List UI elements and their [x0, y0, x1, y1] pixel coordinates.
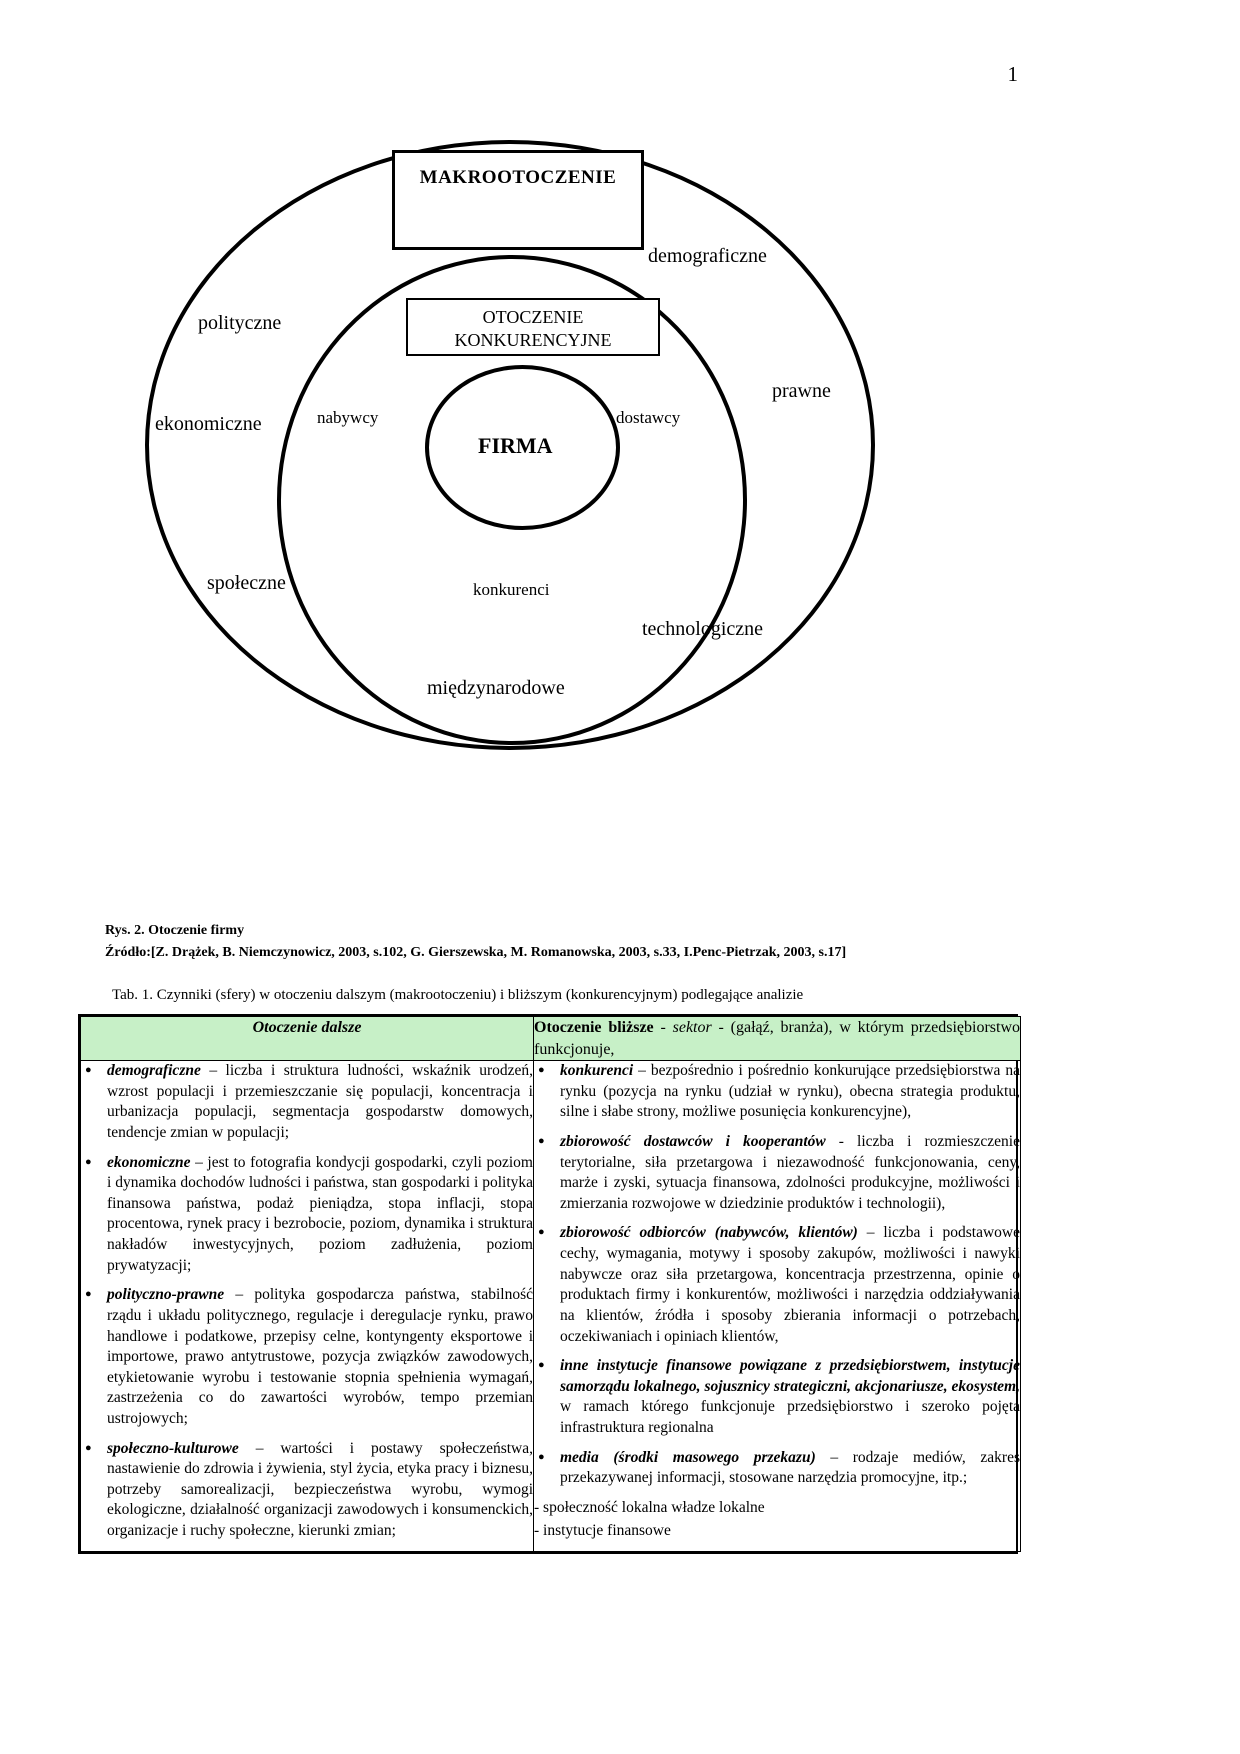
list-item [560, 1132, 1020, 1214]
competitive-environment-box-label [455, 306, 612, 351]
extra-line-instytucje: - instytucje finansowe [534, 1521, 671, 1539]
desc-instytucje: w ramach którego funkcjonuje przedsiębiorstwo i szeroko pojęta infrastruktura regionalna [560, 1398, 1020, 1436]
term-spoleczno-kulturowe: społeczno-kulturowe [107, 1439, 239, 1457]
term-demograficzne: demograficzne [107, 1062, 201, 1080]
table-header-right-italic: sektor [672, 1019, 712, 1036]
macro-environment-box [392, 150, 644, 250]
near-environment-list [534, 1061, 1020, 1489]
figure-caption: Rys. 2. Otoczenie firmy [105, 923, 245, 938]
term-polityczno-prawne: polityczno-prawne [107, 1286, 225, 1304]
desc-konkurenci: – bezpośrednio i pośrednio konkurujące przedsiębiorstwa na rynku (pozycja na rynku (udział w rynku), obecna strategia produktu, silne i słabe strony, możliwe posunięcia konkurencyjne), [560, 1062, 1020, 1121]
label-nabywcy: nabywcy [317, 408, 379, 427]
list-item [560, 1448, 1020, 1489]
competitive-box-line1: OTOCZENIE [482, 307, 584, 327]
table-header-right-dash: - [653, 1019, 673, 1036]
term-instytucje: inne instytucje finansowe powiązane z przedsiębiorstwem, instytucje samorządu lokalnego, sojusznicy strategiczni, akcjonariusze, ekosystem, [560, 1357, 1020, 1395]
label-konkurenci: konkurenci [473, 580, 550, 599]
list-item [107, 1439, 533, 1542]
label-technologiczne: technologiczne [642, 618, 764, 640]
label-polityczne: polityczne [198, 312, 282, 334]
figure-source: Źródło:[Z. Drążek, B. Niemczynowicz, 2003, s.102, G. Gierszewska, M. Romanowska, 2003, s.33, I.Penc-Pietrzak, 2003, s.17] [105, 944, 847, 960]
desc-polityczno-prawne: – polityka gospodarcza państwa, stabilność rządu i układu politycznego, regulacje i deregulacje rynku, prawo handlowe i podatkowe, przepisy celne, kontyngenty eksportowe i importowe, prawo antytrustowe, pozycja związków zawodowych, etykietowanie wyrobu i testowanie stopnia spełnienia wymagań, zastrzeżenia co do zawartości wyrobów, tempo przemian ustrojowych; [107, 1286, 533, 1427]
competitive-box-line2: KONKURENCYJNE [454, 329, 612, 350]
list-item [560, 1223, 1020, 1347]
desc-demograficzne: – liczba i struktura ludności, wskaźnik urodzeń, wzrost populacji i przemieszczanie się populacji, koncentracja i urbanizacja populacji, segmentacja gospodarstw domowych, tendencje zmian w populacji; [107, 1062, 533, 1142]
term-konkurenci: konkurenci [560, 1062, 634, 1080]
table-body-row [81, 1061, 1021, 1551]
table-header-right-rest: - (gałąź, branża), w którym przedsiębiorstwo funkcjonuje, [534, 1019, 1021, 1058]
extra-line-spolecznosc: - społeczność lokalna władze lokalne [534, 1498, 765, 1516]
label-miedzynarodowe: międzynarodowe [427, 677, 565, 699]
list-item [107, 1285, 533, 1429]
term-ekonomiczne: ekonomiczne [107, 1153, 191, 1171]
table-caption: Tab. 1. Czynniki (sfery) w otoczeniu dalszym (makrootoczeniu) i bliższym (konkurencyjnym) podlegające analizie [112, 987, 804, 1003]
far-environment-list [81, 1061, 533, 1541]
competitive-environment-box [406, 298, 660, 356]
desc-odbiorcy: – liczba i podstawowe cechy, wymagania, motywy i sposoby zakupów, możliwości i nawyki nabywcze oraz siła przetargowa, koncentracja przestrzenna, opinie o produktach firmy i konkurentów, możliwości i narzędzia oddziaływania na klientów, źródła i sposoby zbierania informacji o potrzebach, oczekiwaniach i opiniach klientów, [560, 1224, 1020, 1345]
label-ekonomiczne: ekonomiczne [155, 413, 262, 435]
term-odbiorcy: zbiorowość odbiorców (nabywców, klientów) [560, 1224, 858, 1242]
table-cell-near-environment [534, 1061, 1021, 1551]
table-cell-far-environment [81, 1061, 534, 1551]
desc-spoleczno-kulturowe: – wartości i postawy społeczeństwa, nastawienie do zdrowia i żywienia, styl życia, etyka pracy i biznesu, potrzeby samorealizacji, bezpieczeństwa wyrobu, wymogi ekologiczne, działalność organizacji zawodowych i konsumenckich, organizacje i ruchy społeczne, kierunki zmian; [107, 1439, 533, 1539]
table-header-right [534, 1017, 1021, 1061]
desc-ekonomiczne: – jest to fotografia kondycji gospodarki, czyli poziom i dynamika dochodów ludności i państwa, stan gospodarki i polityka finansowa państwa, podaż pieniądza, stopa inflacji, stopa procentowa, rynek pracy i bezrobocie, poziom, dynamika i struktura nakładów inwestycyjnych, poziom zadłużenia, poziom prywatyzacji; [107, 1153, 533, 1274]
label-demograficzne: demograficzne [648, 245, 767, 267]
list-item [560, 1061, 1020, 1123]
desc-dostawcy: - liczba i rozmieszczenie terytorialne, siła przetargowa i niezawodność funkcjonowania, ceny, marże i zyski, sytuacja finansowa, zdolności produkcyjne, możliwości i zmierzania rozwojowe w dziedzinie produktów i technologii), [560, 1133, 1020, 1212]
term-dostawcy: zbiorowość dostawców i kooperantów [560, 1133, 826, 1151]
list-item [107, 1061, 533, 1143]
macro-environment-box-label: MAKROOTOCZENIE [419, 167, 617, 188]
table-header-right-bold: Otoczenie bliższe [534, 1019, 654, 1036]
firm-environment-diagram [0, 120, 1240, 780]
figure-caption-block [105, 920, 1105, 963]
list-item [560, 1356, 1020, 1438]
label-spoleczne: społeczne [207, 572, 286, 594]
factors-table [78, 1014, 1021, 1554]
desc-media: – rodzaje mediów, zakres przekazywanej informacji, stosowane narzędzia promocyjne, itp.; [560, 1448, 1020, 1487]
label-dostawcy: dostawcy [616, 408, 681, 427]
label-prawne: prawne [772, 380, 831, 402]
list-item [107, 1153, 533, 1277]
table-header-row [81, 1017, 1021, 1061]
page-number: 1 [1007, 62, 1018, 86]
term-media: media (środki masowego przekazu) [560, 1448, 816, 1466]
firm-label: FIRMA [478, 433, 553, 458]
table-header-left: Otoczenie dalsze [81, 1017, 534, 1061]
